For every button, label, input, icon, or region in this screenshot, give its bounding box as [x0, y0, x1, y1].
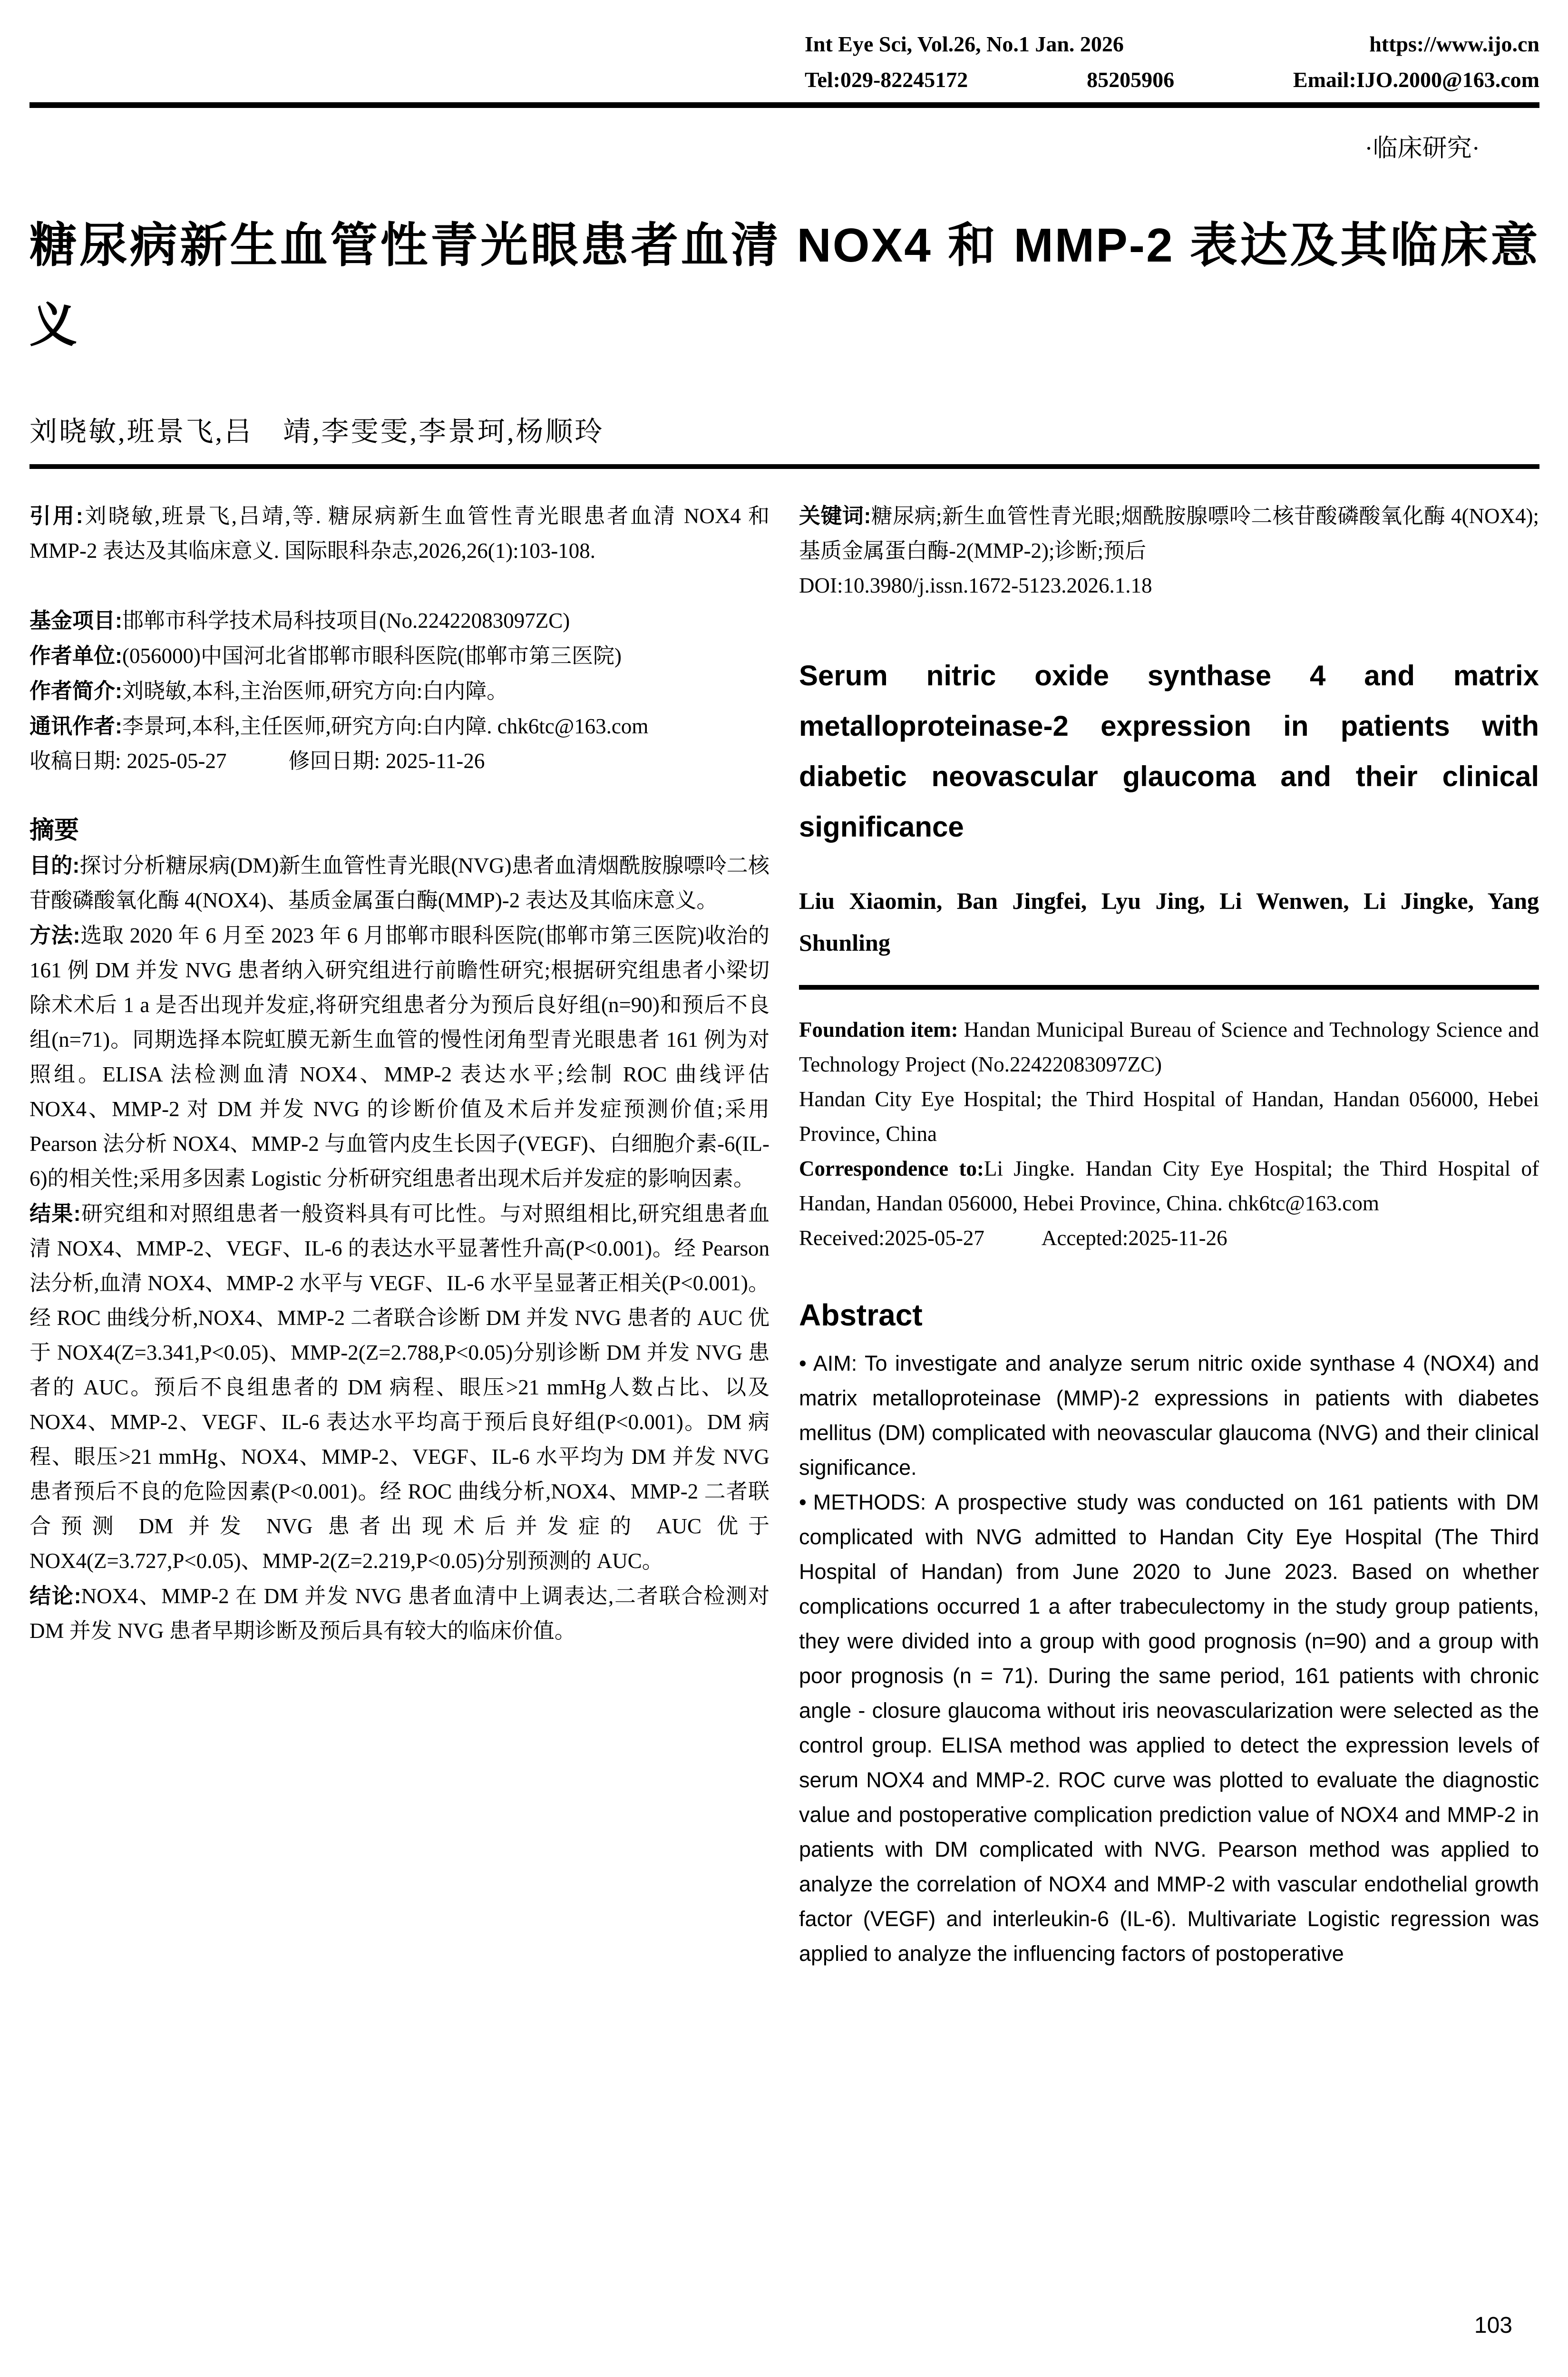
foundation-label-zh: 基金项目:: [29, 608, 122, 633]
methods-bullet-icon: •: [799, 1490, 807, 1514]
right-column-rule: [799, 985, 1539, 990]
correspondence-label-zh: 通讯作者:: [29, 714, 122, 738]
methods-paragraph-zh: [29, 918, 769, 1196]
conclusion-paragraph-zh: [29, 1578, 769, 1648]
header-rule: [29, 102, 1539, 108]
citation-text: 刘晓敏,班景飞,吕靖,等. 糖尿病新生血管性青光眼患者血清 NOX4 和 MMP-2 表达及其临床意义. 国际眼科杂志,2026,26(1):103-108.: [29, 504, 769, 563]
journal-header-line-1: [805, 26, 1539, 62]
left-column: [29, 498, 769, 2306]
section-label: ·临床研究·: [1364, 135, 1480, 162]
journal-url: https://www.ijo.cn: [1369, 32, 1539, 56]
revised-date-zh: 2025-11-26: [386, 749, 485, 773]
correspondence-text-zh: 李景珂,本科,主任医师,研究方向:白内障. chk6tc@163.com: [122, 714, 649, 738]
methods-text-zh: 选取 2020 年 6 月至 2023 年 6 月邯郸市眼科医院(邯郸市第三医院)收治的 161 例 DM 并发 NVG 患者纳入研究组进行前瞻性研究;根据研究组患者小梁切除术术后 1 a 是否出现并发症,将研究组患者分为预后良好组(n=90)和预后不良组(n=71)。同期选择本院虹膜无新生血管的慢性闭角型青光眼患者 161 例为对照组。ELISA 法检测血清 NOX4、MMP-2 表达水平;绘制 ROC 曲线评估 NOX4、MMP-2 对 DM 并发 NVG 的诊断价值及术后并发症预测价值;采用 Pearson 法分析 NOX4、MMP-2 与血管内皮生长因子(VEGF)、白细胞介素-6(IL-6)的相关性;采用多因素 Logistic 分析研究组患者出现术后并发症的影响因素。: [29, 924, 770, 1190]
received-label-en: Received:: [799, 1226, 885, 1250]
received-label-zh: 收稿日期:: [29, 749, 121, 773]
aim-label-zh: 目的:: [29, 853, 80, 877]
affiliation-label-zh: 作者单位:: [29, 643, 122, 668]
dates-line-zh: [29, 744, 769, 779]
accepted-label-en: Accepted:: [1041, 1226, 1129, 1250]
foundation-label-en: Foundation item:: [799, 1018, 958, 1042]
affiliation-text-zh: (056000)中国河北省邯郸市眼科医院(邯郸市第三医院): [122, 644, 622, 668]
keywords-paragraph: [799, 498, 1539, 568]
doi-line: DOI:10.3980/j.issn.1672-5123.2026.1.18: [799, 574, 1152, 597]
correspondence-label-en: Correspondence to:: [799, 1157, 984, 1180]
journal-email: Email:IJO.2000@163.com: [1293, 68, 1539, 92]
right-column: [799, 498, 1539, 2306]
correspondence-paragraph-en: [799, 1151, 1539, 1221]
aim-label-en: AIM:: [813, 1351, 857, 1375]
foundation-paragraph-zh: [29, 603, 769, 638]
affiliation-paragraph-en: Handan City Eye Hospital; the Third Hospital of Handan, Handan 056000, Hebei Province, China: [799, 1087, 1539, 1146]
aim-paragraph-en: [799, 1346, 1539, 1485]
abstract-heading-zh: 摘要: [29, 817, 79, 844]
aim-text-en: To investigate and analyze serum nitric oxide synthase 4 (NOX4) and matrix metalloproteinase (MMP)-2 expressions in patients with diabetes mellitus (DM) complicated with neovascular glaucoma (NVG) and their clinical significance.: [799, 1351, 1539, 1480]
keywords-text: 糖尿病;新生血管性青光眼;烟酰胺腺嘌呤二核苷酸磷酸氧化酶 4(NOX4);基质金属蛋白酶-2(MMP-2);诊断;预后: [799, 504, 1539, 563]
journal-issue: Int Eye Sci, Vol.26, No.1 Jan. 2026: [805, 32, 1124, 56]
citation-paragraph: [29, 498, 769, 568]
aim-paragraph-zh: [29, 848, 769, 918]
journal-tel: Tel:029-82245172: [805, 68, 968, 92]
results-label-zh: 结果:: [29, 1201, 81, 1226]
correspondence-text-en: Li Jingke. Handan City Eye Hospital; the Third Hospital of Handan, Handan 056000, Hebei Province, China. chk6tc@163.com: [799, 1157, 1539, 1215]
keywords-label: 关键词:: [799, 504, 871, 528]
methods-paragraph-en: [799, 1485, 1539, 1971]
results-text-zh: 研究组和对照组患者一般资料具有可比性。与对照组相比,研究组患者血清 NOX4、MMP-2、VEGF、IL-6 的表达水平显著性升高(P<0.001)。经 Pearson 法分析,血清 NOX4、MMP-2 水平与 VEGF、IL-6 水平呈显著正相关(P<0.001)。经 ROC 曲线分析,NOX4、MMP-2 二者联合诊断 DM 并发 NVG 患者的 AUC 优于 NOX4(Z=3.341,P<0.05)、MMP-2(Z=2.788,P<0.05)分别诊断 DM 并发 NVG 患者的 AUC。预后不良组患者的 DM 病程、眼压>21 mmHg人数占比、以及 NOX4、MMP-2、VEGF、IL-6 表达水平均高于预后良好组(P<0.001)。DM 病程、眼压>21 mmHg、NOX4、MMP-2、VEGF、IL-6 水平均为 DM 并发 NVG 患者预后不良的危险因素(P<0.001)。经 ROC 曲线分析,NOX4、MMP-2 二者联合预测 DM 并发 NVG 患者出现术后并发症的 AUC 优于 NOX4(Z=3.727,P<0.05)、MMP-2(Z=2.219,P<0.05)分别预测的 AUC。: [29, 1202, 769, 1573]
received-date-zh: 2025-05-27: [127, 749, 227, 773]
methods-label-en: METHODS:: [813, 1490, 926, 1514]
author-bio-paragraph: [29, 673, 769, 709]
aim-bullet-icon: •: [799, 1351, 807, 1375]
journal-tel-2: 85205906: [1087, 68, 1175, 92]
received-date-en: 2025-05-27: [884, 1226, 984, 1250]
article-title-zh: 糖尿病新生血管性青光眼患者血清 NOX4 和 MMP-2 表达及其临床意义: [29, 219, 1539, 352]
aim-text-zh: 探讨分析糖尿病(DM)新生血管性青光眼(NVG)患者血清烟酰胺腺嘌呤二核苷酸磷酸氧化酶 4(NOX4)、基质金属蛋白酶(MMP)-2 表达及其临床意义。: [29, 854, 769, 912]
affiliation-paragraph-zh: [29, 638, 769, 673]
methods-label-zh: 方法:: [29, 923, 80, 947]
article-title-en: Serum nitric oxide synthase 4 and matrix metalloproteinase-2 expression in patients with diabetic neovascular glaucoma and their clinical significance: [799, 660, 1539, 843]
journal-header-line-2: [805, 62, 1539, 97]
author-bio-text: 刘晓敏,本科,主治医师,研究方向:白内障。: [122, 679, 508, 703]
methods-text-en: A prospective study was conducted on 161 patients with DM complicated with NVG admitted to Handan City Eye Hospital (The Third Hospital of Handan) from June 2020 to June 2023. Based on whether complications occurred 1 a after trabeculectomy in the study group patients, they were divided into a group with good prognosis (n=90) and a group with poor prognosis (n = 71). During the same period, 161 patients with chronic angle - closure glaucoma without iris neovascularization were selected as the control group. ELISA method was applied to detect the expression levels of serum NOX4 and MMP-2. ROC curve was plotted to evaluate the diagnostic value and postoperative complication prediction value of NOX4 and MMP-2 in patients with DM complicated with NVG. Pearson method was applied to analyze the correlation of NOX4 and MMP-2 with vascular endothelial growth factor (VEGF) and interleukin-6 (IL-6). Multivariate Logistic regression was applied to analyze the influencing factors of postoperative: [799, 1490, 1539, 1966]
accepted-date-en: 2025-11-26: [1128, 1226, 1227, 1250]
authors-rule: [29, 464, 1539, 469]
authors-zh: 刘晓敏,班景飞,吕 靖,李雯雯,李景珂,杨顺玲: [29, 416, 604, 447]
citation-label: 引用:: [29, 504, 83, 528]
revised-label-zh: 修回日期:: [288, 749, 380, 773]
authors-en: Liu Xiaomin, Ban Jingfei, Lyu Jing, Li Wenwen, Li Jingke, Yang Shunling: [799, 887, 1539, 956]
foundation-paragraph-en: [799, 1013, 1539, 1082]
conclusion-text-zh: NOX4、MMP-2 在 DM 并发 NVG 患者血清中上调表达,二者联合检测对 DM 并发 NVG 患者早期诊断及预后具有较大的临床价值。: [29, 1584, 769, 1643]
abstract-heading-en: Abstract: [799, 1298, 923, 1332]
correspondence-paragraph-zh: [29, 709, 769, 744]
journal-header: [805, 26, 1539, 97]
page-number: 103: [1474, 2313, 1512, 2338]
dates-line-en: [799, 1221, 1539, 1256]
conclusion-label-zh: 结论:: [29, 1584, 81, 1608]
results-paragraph-zh: [29, 1196, 769, 1578]
content-columns: [29, 498, 1539, 2306]
author-bio-label: 作者简介:: [29, 679, 122, 703]
foundation-text-zh: 邯郸市科学技术局科技项目(No.22422083097ZC): [122, 609, 570, 633]
foundation-text-en: Handan Municipal Bureau of Science and Technology Science and Technology Project (No.22422083097ZC): [799, 1018, 1539, 1076]
